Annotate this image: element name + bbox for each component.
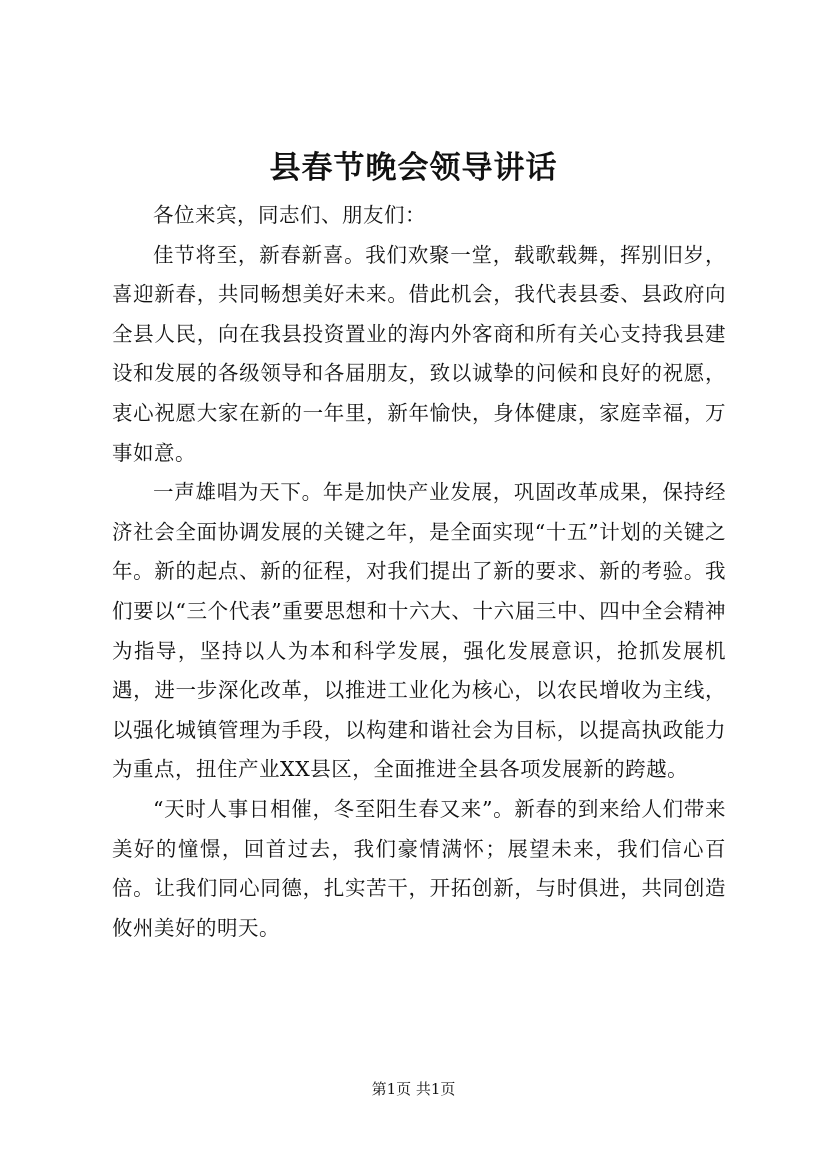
document-body — [112, 196, 726, 948]
body-paragraph-2: 一声雄唱为天下。年是加快产业发展，巩固改革成果，保持经济社会全面协调发展的关键之年，是全面实现“十五”计划的关键之年。新的起点、新的征程，对我们提出了新的要求、新的考验。我们要以“三个代表”重要思想和十六大、十六届三中、四中全会精神为指导，坚持以人为本和科学发展，强化发展意识，抢抓发展机遇，进一步深化改革，以推进工业化为核心，以农民增收为主线，以强化城镇管理为手段，以构建和谐社会为目标，以提高执政能力为重点，扭住产业XX县区，全面推进全县各项发展新的跨越。 — [112, 480, 726, 782]
document-title: 县春节晚会领导讲话 — [269, 150, 558, 186]
page-number-footer: 第1页 共1页 — [371, 1080, 456, 1098]
greeting-paragraph: 各位来宾，同志们、朋友们： — [153, 203, 426, 227]
body-paragraph-1: 佳节将至，新春新喜。我们欢聚一堂，载歌载舞，挥别旧岁，喜迎新春，共同畅想美好未来。借此机会，我代表县委、县政府向全县人民，向在我县投资置业的海内外客商和所有关心支持我县建设和发展的各级领导和各届朋友，致以诚挚的问候和良好的祝愿，衷心祝愿大家在新的一年里，新年愉快，身体健康，家庭幸福，万事如意。 — [112, 242, 726, 465]
body-paragraph-3: “天时人事日相催，冬至阳生春又来”。新春的到来给人们带来美好的憧憬，回首过去，我们豪情满怀；展望未来，我们信心百倍。让我们同心同德，扎实苦干，开拓创新，与时俱进，共同创造攸州美好的明天。 — [112, 796, 726, 940]
